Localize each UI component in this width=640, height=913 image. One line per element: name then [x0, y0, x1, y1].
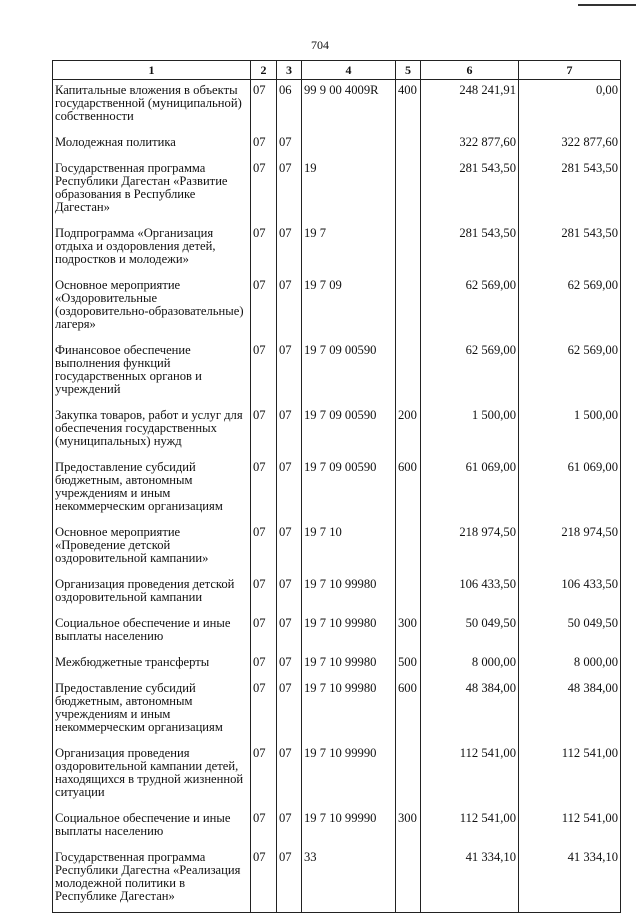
subsection-code-cell: 07 — [277, 743, 302, 808]
amount-col6-cell: 48 384,00 — [421, 678, 519, 743]
budget-table — [52, 60, 621, 913]
expense-type-cell: 300 — [396, 808, 421, 847]
section-code-cell: 07 — [251, 275, 277, 340]
section-code-cell: 07 — [251, 132, 277, 158]
expense-type-cell — [396, 340, 421, 405]
section-code-cell: 07 — [251, 80, 277, 133]
row-name-cell: Организация проведения оздоровительной кампании детей, находящихся в трудной жизненной ситуации — [53, 743, 251, 808]
target-article-cell: 19 7 09 — [302, 275, 396, 340]
row-name-cell: Основное мероприятие «Проведение детской оздоровительной кампании» — [53, 522, 251, 574]
subsection-code-cell: 07 — [277, 808, 302, 847]
row-name-cell: Закупка товаров, работ и услуг для обеспечения государственных (муниципальных) нужд — [53, 405, 251, 457]
amount-col7-cell: 62 569,00 — [519, 275, 621, 340]
table-row — [53, 223, 621, 275]
table-row — [53, 340, 621, 405]
row-name-cell: Организация проведения детской оздоровительной кампании — [53, 574, 251, 613]
subsection-code-cell: 07 — [277, 652, 302, 678]
amount-col6-cell: 8 000,00 — [421, 652, 519, 678]
row-name-cell: Предоставление субсидий бюджетным, автономным учреждениям и иным некоммерческим организациям — [53, 678, 251, 743]
row-name-cell: Государственная программа Республики Дагестна «Реализация молодежной политики в Республике Дагестан» — [53, 847, 251, 913]
amount-col6-cell: 62 569,00 — [421, 275, 519, 340]
target-article-cell: 19 7 09 00590 — [302, 340, 396, 405]
column-header: 7 — [519, 61, 621, 80]
amount-col6-cell: 281 543,50 — [421, 158, 519, 223]
expense-type-cell: 300 — [396, 613, 421, 652]
target-article-cell: 19 7 10 99980 — [302, 678, 396, 743]
section-code-cell: 07 — [251, 613, 277, 652]
target-article-cell: 99 9 00 4009R — [302, 80, 396, 133]
amount-col7-cell: 112 541,00 — [519, 743, 621, 808]
amount-col7-cell: 48 384,00 — [519, 678, 621, 743]
target-article-cell: 19 7 10 99980 — [302, 613, 396, 652]
expense-type-cell — [396, 574, 421, 613]
table-row — [53, 743, 621, 808]
table-row — [53, 678, 621, 743]
section-code-cell: 07 — [251, 158, 277, 223]
section-code-cell: 07 — [251, 574, 277, 613]
section-code-cell: 07 — [251, 847, 277, 913]
subsection-code-cell: 07 — [277, 522, 302, 574]
amount-col7-cell: 281 543,50 — [519, 158, 621, 223]
expense-type-cell: 600 — [396, 678, 421, 743]
amount-col6-cell: 112 541,00 — [421, 808, 519, 847]
section-code-cell: 07 — [251, 743, 277, 808]
amount-col7-cell: 0,00 — [519, 80, 621, 133]
table-row — [53, 808, 621, 847]
subsection-code-cell: 07 — [277, 405, 302, 457]
amount-col7-cell: 322 877,60 — [519, 132, 621, 158]
expense-type-cell — [396, 847, 421, 913]
amount-col6-cell: 62 569,00 — [421, 340, 519, 405]
subsection-code-cell: 07 — [277, 340, 302, 405]
target-article-cell: 19 7 09 00590 — [302, 457, 396, 522]
subsection-code-cell: 07 — [277, 158, 302, 223]
amount-col7-cell: 218 974,50 — [519, 522, 621, 574]
subsection-code-cell: 07 — [277, 678, 302, 743]
subsection-code-cell: 07 — [277, 132, 302, 158]
column-header: 5 — [396, 61, 421, 80]
row-name-cell: Подпрограмма «Организация отдыха и оздоровления детей, подростков и молодежи» — [53, 223, 251, 275]
amount-col7-cell: 1 500,00 — [519, 405, 621, 457]
expense-type-cell — [396, 223, 421, 275]
row-name-cell: Предоставление субсидий бюджетным, автономным учреждениям и иным некоммерческим организациям — [53, 457, 251, 522]
section-code-cell: 07 — [251, 340, 277, 405]
section-code-cell: 07 — [251, 808, 277, 847]
amount-col6-cell: 1 500,00 — [421, 405, 519, 457]
expense-type-cell: 500 — [396, 652, 421, 678]
amount-col7-cell: 50 049,50 — [519, 613, 621, 652]
subsection-code-cell: 07 — [277, 457, 302, 522]
row-name-cell: Социальное обеспечение и иные выплаты населению — [53, 808, 251, 847]
subsection-code-cell: 07 — [277, 275, 302, 340]
amount-col7-cell: 106 433,50 — [519, 574, 621, 613]
table-row — [53, 80, 621, 133]
table-row — [53, 405, 621, 457]
amount-col6-cell: 41 334,10 — [421, 847, 519, 913]
table-row — [53, 132, 621, 158]
column-header: 2 — [251, 61, 277, 80]
amount-col6-cell: 218 974,50 — [421, 522, 519, 574]
page-number: 704 — [311, 38, 329, 52]
table-row — [53, 613, 621, 652]
target-article-cell: 19 7 10 99990 — [302, 808, 396, 847]
scan-edge-mark — [578, 4, 636, 6]
amount-col7-cell: 8 000,00 — [519, 652, 621, 678]
row-name-cell: Капитальные вложения в объекты государственной (муниципальной) собственности — [53, 80, 251, 133]
amount-col7-cell: 112 541,00 — [519, 808, 621, 847]
row-name-cell: Финансовое обеспечение выполнения функций государственных органов и учреждений — [53, 340, 251, 405]
section-code-cell: 07 — [251, 678, 277, 743]
target-article-cell — [302, 132, 396, 158]
subsection-code-cell: 07 — [277, 613, 302, 652]
target-article-cell: 19 7 10 99980 — [302, 652, 396, 678]
table-row — [53, 158, 621, 223]
expense-type-cell — [396, 158, 421, 223]
expense-type-cell — [396, 522, 421, 574]
table-row — [53, 522, 621, 574]
expense-type-cell: 400 — [396, 80, 421, 133]
row-name-cell: Молодежная политика — [53, 132, 251, 158]
subsection-code-cell: 07 — [277, 847, 302, 913]
target-article-cell: 19 — [302, 158, 396, 223]
section-code-cell: 07 — [251, 405, 277, 457]
target-article-cell: 19 7 10 — [302, 522, 396, 574]
row-name-cell: Основное мероприятие «Оздоровительные (оздоровительно-образовательные) лагеря» — [53, 275, 251, 340]
amount-col6-cell: 248 241,91 — [421, 80, 519, 133]
column-header: 1 — [53, 61, 251, 80]
target-article-cell: 19 7 10 99990 — [302, 743, 396, 808]
section-code-cell: 07 — [251, 457, 277, 522]
table-row — [53, 652, 621, 678]
expense-type-cell — [396, 132, 421, 158]
amount-col6-cell: 112 541,00 — [421, 743, 519, 808]
expense-type-cell — [396, 275, 421, 340]
row-name-cell: Межбюджетные трансферты — [53, 652, 251, 678]
amount-col6-cell: 106 433,50 — [421, 574, 519, 613]
column-header: 3 — [277, 61, 302, 80]
section-code-cell: 07 — [251, 652, 277, 678]
expense-type-cell: 200 — [396, 405, 421, 457]
table-row — [53, 457, 621, 522]
target-article-cell: 33 — [302, 847, 396, 913]
table-row — [53, 847, 621, 913]
table-row — [53, 275, 621, 340]
amount-col6-cell: 61 069,00 — [421, 457, 519, 522]
amount-col7-cell: 62 569,00 — [519, 340, 621, 405]
subsection-code-cell: 07 — [277, 223, 302, 275]
expense-type-cell: 600 — [396, 457, 421, 522]
row-name-cell: Государственная программа Республики Дагестан «Развитие образования в Республике Дагестан» — [53, 158, 251, 223]
column-header: 6 — [421, 61, 519, 80]
amount-col7-cell: 41 334,10 — [519, 847, 621, 913]
section-code-cell: 07 — [251, 223, 277, 275]
subsection-code-cell: 06 — [277, 80, 302, 133]
section-code-cell: 07 — [251, 522, 277, 574]
column-header: 4 — [302, 61, 396, 80]
amount-col6-cell: 281 543,50 — [421, 223, 519, 275]
expense-type-cell — [396, 743, 421, 808]
target-article-cell: 19 7 10 99980 — [302, 574, 396, 613]
amount-col6-cell: 322 877,60 — [421, 132, 519, 158]
table-row — [53, 574, 621, 613]
amount-col6-cell: 50 049,50 — [421, 613, 519, 652]
subsection-code-cell: 07 — [277, 574, 302, 613]
target-article-cell: 19 7 09 00590 — [302, 405, 396, 457]
target-article-cell: 19 7 — [302, 223, 396, 275]
row-name-cell: Социальное обеспечение и иные выплаты населению — [53, 613, 251, 652]
table-header-row — [53, 61, 621, 80]
amount-col7-cell: 281 543,50 — [519, 223, 621, 275]
amount-col7-cell: 61 069,00 — [519, 457, 621, 522]
